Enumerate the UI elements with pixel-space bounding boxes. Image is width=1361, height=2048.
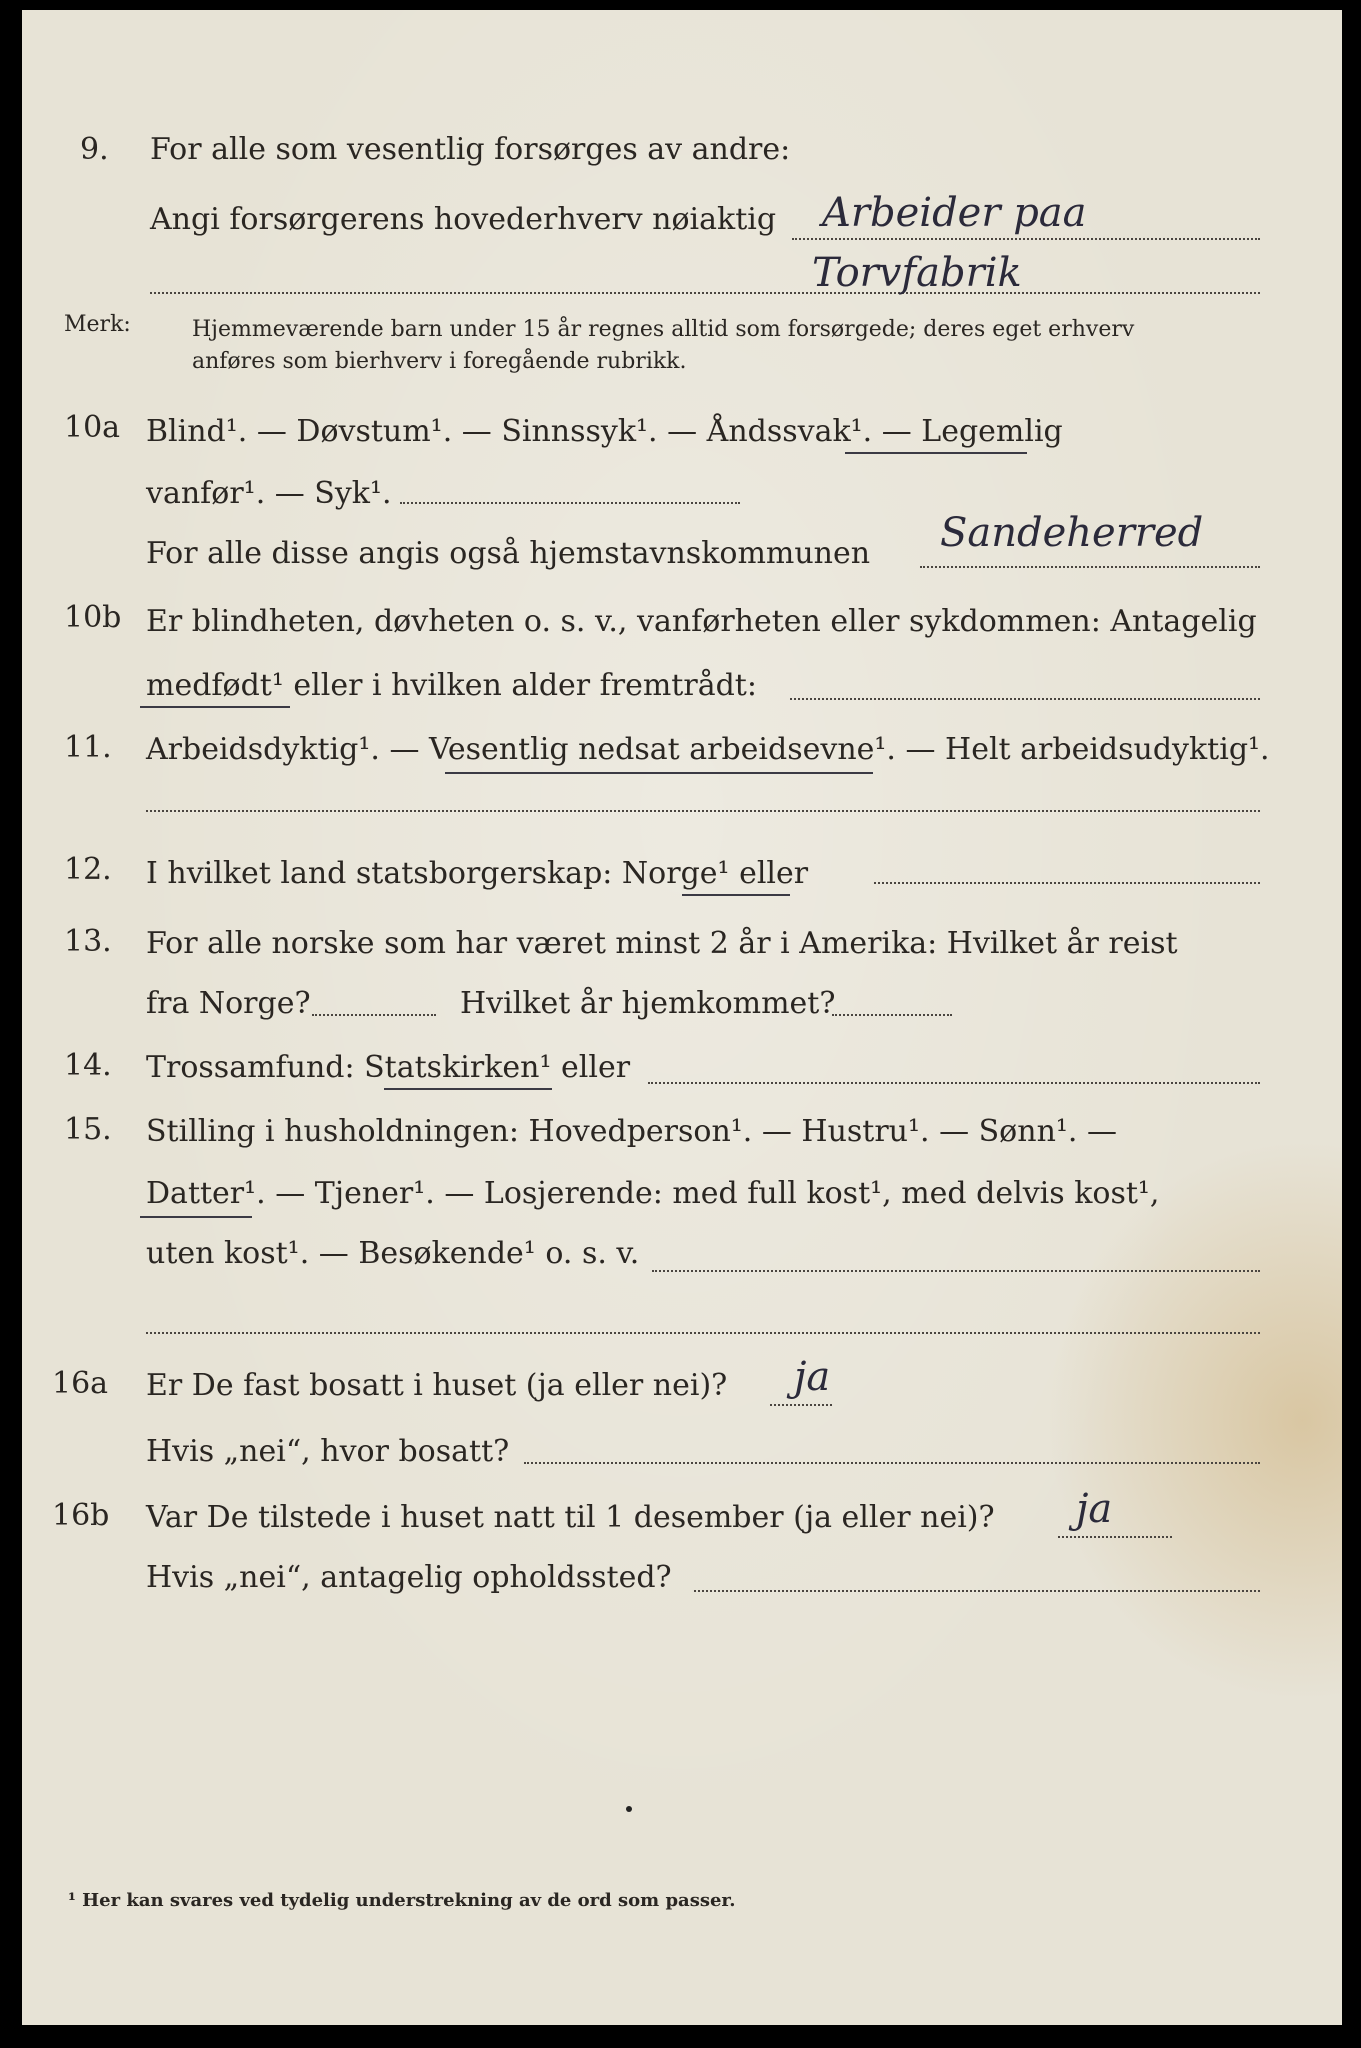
q15-line1: Stilling i husholdningen: Hovedperson¹. — Hustru¹. — Sønn¹. — <box>146 1114 1117 1149</box>
q15-line2: Datter¹. — Tjener¹. — Losjerende: med full kost¹, med delvis kost¹, <box>146 1176 1160 1211</box>
q10a-line3: For alle disse angis også hjemstavnskommunen <box>146 536 871 571</box>
q14-answer-line <box>648 1082 1260 1084</box>
q15-line3: uten kost¹. — Besøkende¹ o. s. v. <box>146 1236 640 1271</box>
merk-line1: Hjemmeværende barn under 15 år regnes alltid som forsørgede; deres eget erhverv <box>192 317 1135 342</box>
q10a-handwritten-answer: Sandeherred <box>940 510 1204 556</box>
q16b-line2: Hvis „nei“, antagelig opholdssted? <box>146 1560 672 1595</box>
q13-hjemkommet-line <box>832 1014 952 1016</box>
q13-reist-line <box>312 1014 436 1016</box>
q9-answer-line1 <box>792 238 1260 240</box>
q13-line2a: fra Norge? <box>146 986 311 1021</box>
q10a-line1: Blind¹. — Døvstum¹. — Sinnssyk¹. — Åndssvak¹. — Legemlig <box>146 414 1063 449</box>
q9-handwritten-answer1: Arbeider paa <box>822 190 1087 236</box>
q12-answer-line <box>874 882 1260 884</box>
q16b-handwritten-answer: ja <box>1076 1486 1113 1532</box>
q13-number: 13. <box>64 924 112 959</box>
q10b-line2: medfødt¹ eller i hvilken alder fremtrådt: <box>146 668 757 703</box>
q9-number: 9. <box>80 132 109 167</box>
q10a-number: 10a <box>64 410 121 445</box>
q9-line2: Angi forsørgerens hovederhverv nøiaktig <box>150 202 777 237</box>
q10b-answer-line <box>790 698 1260 700</box>
q15-underline-datter <box>140 1216 252 1218</box>
q9-answer-line2 <box>150 292 1260 294</box>
q14-line1: Trossamfund: Statskirken¹ eller <box>146 1050 631 1085</box>
merk-label: Merk: <box>64 312 131 337</box>
q11-answer-line <box>146 810 1260 812</box>
q16a-answer-line <box>770 1404 832 1406</box>
q16a-line2: Hvis „nei“, hvor bosatt? <box>146 1434 510 1469</box>
q13-line1: For alle norske som har været minst 2 år i Amerika: Hvilket år reist <box>146 926 1178 961</box>
ink-dot <box>626 1806 632 1812</box>
q16b-line1: Var De tilstede i huset natt til 1 desember (ja eller nei)? <box>146 1500 995 1535</box>
q10a-syk-line <box>400 502 740 504</box>
footnote: ¹ Her kan svares ved tydelig understrekning av de ord som passer. <box>68 1890 736 1911</box>
q13-line2b: Hvilket år hjemkommet? <box>460 986 836 1021</box>
q10b-number: 10b <box>64 600 122 635</box>
q16a-handwritten-answer: ja <box>794 1354 831 1400</box>
q10b-underline-medfodt <box>140 706 290 708</box>
q16a-line1: Er De fast bosatt i huset (ja eller nei)? <box>146 1368 728 1403</box>
q11-underline-vesentlig <box>445 772 873 774</box>
q16b-answer-line <box>1058 1536 1172 1538</box>
q10a-underline-andssvak <box>845 452 1027 454</box>
q12-underline-norge <box>682 894 790 896</box>
q16b-opholdssted-line <box>694 1590 1260 1592</box>
q10b-line1: Er blindheten, døvheten o. s. v., vanførheten eller sykdommen: Antagelig <box>146 604 1257 639</box>
q11-number: 11. <box>64 730 112 765</box>
q15-number: 15. <box>64 1112 112 1147</box>
q10a-line2: vanfør¹. — Syk¹. <box>146 476 392 511</box>
q15-answer-line1 <box>652 1270 1260 1272</box>
q16a-number: 16a <box>52 1366 109 1401</box>
q14-underline-statskirken <box>384 1088 552 1090</box>
q12-number: 12. <box>64 852 112 887</box>
q9-line1: For alle som vesentlig forsørges av andre: <box>150 132 791 167</box>
merk-line2: anføres som bierhverv i foregående rubrikk. <box>192 349 687 374</box>
q14-number: 14. <box>64 1048 112 1083</box>
q11-line1: Arbeidsdyktig¹. — Vesentlig nedsat arbeidsevne¹. — Helt arbeidsudyktig¹. <box>146 732 1270 767</box>
q9-handwritten-answer2: Torvfabrik <box>812 250 1022 296</box>
q16a-bosatt-line <box>524 1462 1260 1464</box>
census-form-page <box>22 10 1342 2025</box>
q16b-number: 16b <box>52 1498 110 1533</box>
q12-line1: I hvilket land statsborgerskap: Norge¹ eller <box>146 856 809 891</box>
q15-answer-line2 <box>146 1332 1260 1334</box>
q10a-kommune-line <box>920 566 1260 568</box>
